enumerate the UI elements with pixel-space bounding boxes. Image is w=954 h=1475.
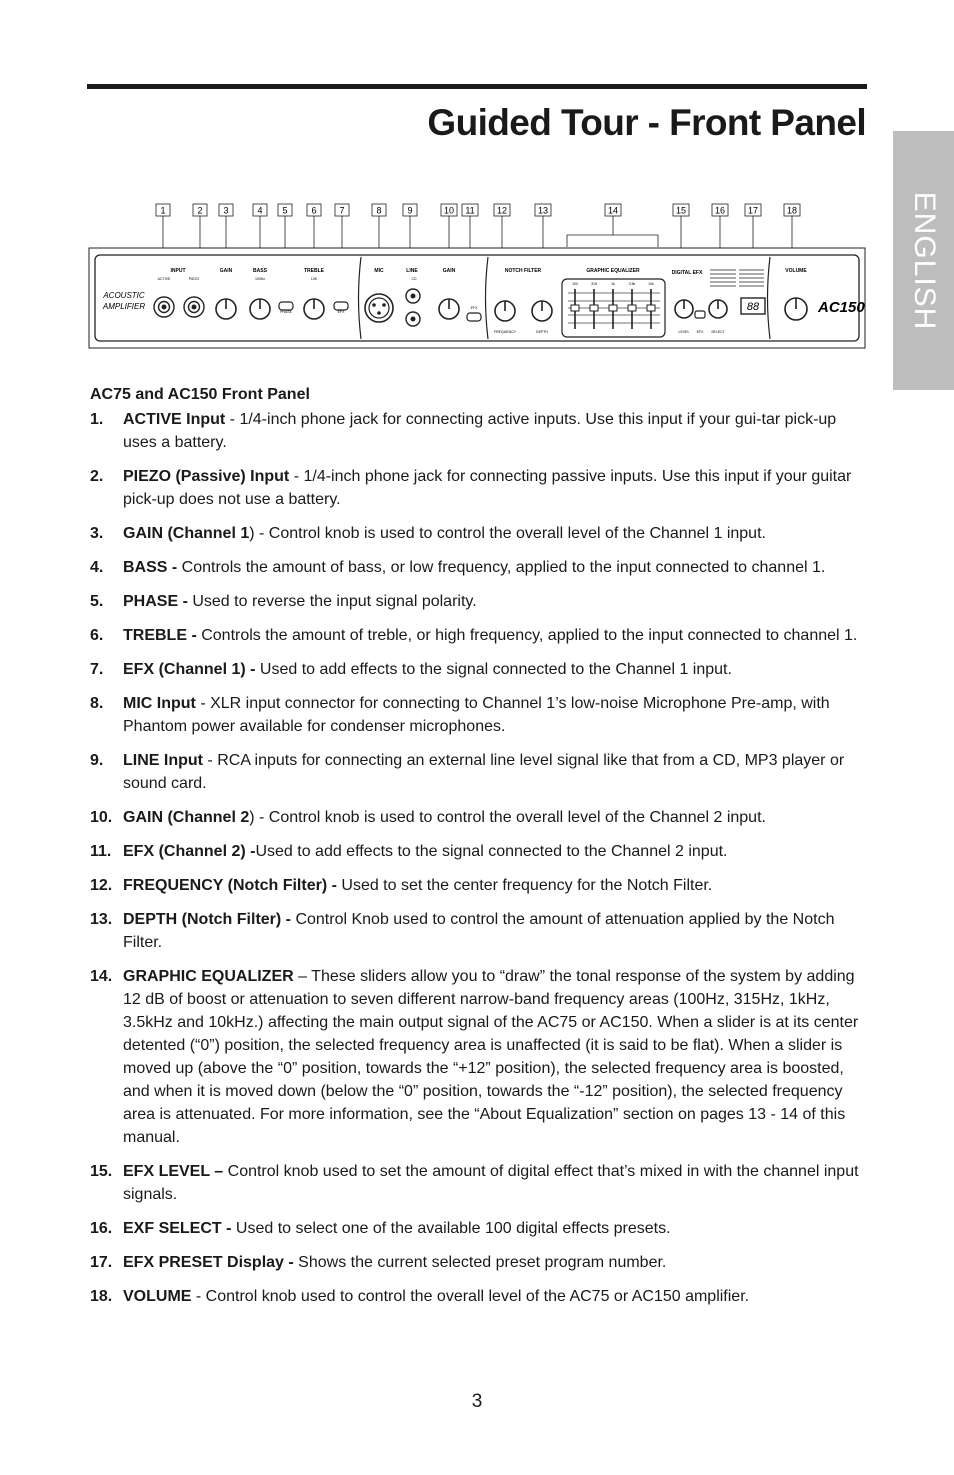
label-notch-filter: NOTCH FILTER [504,268,542,274]
efx-2-button[interactable] [467,313,481,321]
brand-line-1: ACOUSTIC [103,291,145,300]
callout-number-2: 2 [197,205,203,216]
callout-number-14: 14 [607,205,619,216]
callout-number-18: 18 [786,205,798,216]
item-number: 5. [90,593,104,610]
list-item [90,692,868,738]
callout-number-12: 12 [496,205,508,216]
label-depth: DEPTH [536,330,548,334]
item-number: 3. [90,525,104,542]
list-item [90,624,868,647]
eq-band-label-1k: 1k [611,282,615,286]
eq-slider-100[interactable] [571,305,579,311]
callout-number-4: 4 [257,205,263,216]
eq-slider-3-5k[interactable] [628,305,636,311]
item-number: 17. [90,1254,113,1271]
item-term: MIC Input [123,695,196,712]
item-description: ) - Control knob is used to control the overall level of the Channel 2 input. [249,809,766,826]
item-number: 11. [90,843,112,860]
item-description: - XLR input connector for connecting to Channel 1’s low-noise Microphone Pre-amp, with Phantom power available for condenser microphones. [123,695,830,735]
depth-knob[interactable] [532,301,552,321]
list-item [90,749,868,795]
list-item [90,840,868,863]
item-description: – These sliders allow you to “draw” the tonal response of the system by adding 12 dB of boost or attenuation to seven different narrow-band frequency areas (100Hz, 315Hz, 1kHz, 3.5kHz and 10kHz.) affecting the main output signal of the AC75 or AC150. When a slider is at its center detented (“0”) position, the selected frequency area is unaffected (it is said to be flat). When a slider is moved up (above the “0” position, towards the “+12” position), the selected frequency area is boosted, and when it is moved down (below the “0” position, towards the “-12” position), the selected frequency area is attenuated. For more information, see the “About Equalization” section on pages 13 - 14 of this manual. [123,968,859,1146]
item-description: - RCA inputs for connecting an external line level signal like that from a CD, MP3 player or sound card. [123,752,845,792]
label-bass: BASS [253,268,267,274]
list-item [90,965,868,1149]
page-number: 3 [471,1391,483,1412]
item-term: EFX (Channel 2) - [123,843,256,860]
callout-number-13: 13 [537,205,549,216]
eq-band-label-10k: 10k [648,282,654,286]
item-description: Used to add effects to the signal connected to the Channel 1 input. [255,661,732,678]
label-piezo: PIEZO [188,277,200,281]
item-description: - Control knob used to control the overall level of the AC75 or AC150 amplifier. [191,1288,750,1305]
item-number: 10. [90,809,113,826]
item-description: - 1/4-inch phone jack for connecting passive inputs. Use this input if your guitar pick-up does not use a battery. [123,468,852,508]
eq-band-label-315: 315 [591,282,597,286]
label-mic: MIC [374,268,384,274]
item-number: 1. [90,411,104,428]
brand-line-2: AMPLIFIER [102,302,146,311]
language-tab [893,131,954,390]
callout-boxes [156,204,800,216]
callout-number-8: 8 [376,205,382,216]
callout-number-17: 17 [747,205,759,216]
callout-number-6: 6 [311,205,317,216]
top-rule [87,84,867,89]
item-number: 2. [90,468,104,485]
active-input-jack[interactable] [154,297,174,317]
callout-number-3: 3 [223,205,229,216]
label-level: LEVEL [678,330,690,334]
eq-slider-315[interactable] [590,305,598,311]
label-select: SELECT [711,330,725,334]
label-volume: VOLUME [785,268,807,274]
label-cd: CD [411,277,417,281]
callout-number-7: 7 [339,205,345,216]
item-term: DEPTH (Notch Filter) - [123,911,291,928]
callout-number-10: 10 [443,205,455,216]
item-description: Used to set the center frequency for the Notch Filter. [336,877,713,894]
item-term: LINE Input [123,752,203,769]
eq-slider-10k[interactable] [647,305,655,311]
list-item [90,522,868,545]
item-term: BASS - [123,559,178,576]
callout-number-9: 9 [407,205,413,216]
item-term: PIEZO (Passive) Input [123,468,290,485]
label-efx: EFX [696,330,704,334]
item-description: Control Knob used to control the amount of attenuation applied by the Notch Filter. [123,911,835,951]
label-efx-1: EFX [337,310,345,314]
item-term: FREQUENCY (Notch Filter) - [123,877,337,894]
label-graphic-equalizer: GRAPHIC EQUALIZER [586,268,640,274]
item-description: Controls the amount of bass, or low frequency, applied to the input connected to channel 1. [177,559,826,576]
model-logo: AC150 [818,299,865,316]
bass-knob[interactable] [250,299,270,319]
item-number: 12. [90,877,113,894]
item-description: - 1/4-inch phone jack for connecting active inputs. Use this input if your gui-tar pick-up uses a battery. [123,411,837,451]
callout-number-11: 11 [465,205,475,216]
item-description: Used to add effects to the signal connected to the Channel 2 input. [255,843,728,860]
eq-band-label-100: 100 [572,282,578,286]
item-number: 14. [90,968,113,985]
item-number: 13. [90,911,113,928]
item-number: 16. [90,1220,113,1237]
treble-knob[interactable] [304,299,324,319]
item-description: Used to select one of the available 100 digital effects presets. [231,1220,671,1237]
gain-1-knob[interactable] [216,299,236,319]
volume-knob[interactable] [785,298,807,320]
callout-number-16: 16 [714,205,726,216]
efx-level-knob[interactable] [675,300,693,318]
list-item [90,874,868,897]
item-number: 7. [90,661,104,678]
efx-1-button[interactable] [334,302,348,310]
efx-button[interactable] [695,311,705,318]
label-efx-2: EFX [470,306,478,310]
item-description: Control knob used to set the amount of digital effect that’s mixed in with the channel input signals. [123,1163,859,1203]
label-digital-efx: DIGITAL EFX [671,270,703,276]
label-bass-freq: 100Hz [254,277,266,281]
section-title: AC75 and AC150 Front Panel [90,386,310,403]
frequency-knob[interactable] [495,301,515,321]
eq-slider-1k[interactable] [609,305,617,311]
list-item [90,1217,868,1240]
item-description: Shows the current selected preset program number. [293,1254,667,1271]
item-number: 18. [90,1288,113,1305]
eq-band-label-3-5k: 3.5k [628,282,636,286]
item-term: VOLUME [123,1288,192,1305]
item-number: 9. [90,752,104,769]
item-term: EFX LEVEL – [123,1163,224,1180]
callout-number-5: 5 [282,205,288,216]
label-phase: PHASE [280,310,292,314]
list-item [90,1285,868,1308]
item-number: 4. [90,559,104,576]
item-term: GAIN (Channel 1 [123,525,250,542]
callout-number-15: 15 [675,205,687,216]
item-term: EFX (Channel 1) - [123,661,256,678]
item-term: GAIN (Channel 2 [123,809,250,826]
front-panel-diagram [80,195,880,355]
item-number: 15. [90,1163,113,1180]
label-gain-2: GAIN [442,268,456,274]
item-description: ) - Control knob is used to control the overall level of the Channel 1 input. [249,525,766,542]
item-term: PHASE - [123,593,188,610]
item-description: Controls the amount of treble, or high frequency, applied to the input connected to channel 1. [196,627,858,644]
list-item [90,806,868,829]
list-item [90,408,868,454]
label-line: LINE [406,268,418,274]
list-item [90,908,868,954]
label-active: ACTIVE [157,277,171,281]
list-item [90,1160,868,1206]
item-number: 6. [90,627,104,644]
list-item [90,556,868,579]
item-term: EXF SELECT - [123,1220,232,1237]
item-term: EFX PRESET Display - [123,1254,294,1271]
item-term: TREBLE - [123,627,197,644]
label-gain-1: GAIN [219,268,233,274]
label-treble-freq: 10K [310,277,318,281]
language-tab-label: ENGLISH [907,191,941,330]
phase-button[interactable] [279,302,293,310]
callout-number-1: 1 [160,205,166,216]
efx-select-knob[interactable] [709,300,727,318]
item-number: 8. [90,695,104,712]
label-treble: TREBLE [304,268,324,274]
list-item [90,1251,868,1274]
item-description: Used to reverse the input signal polarity. [187,593,477,610]
label-frequency: FREQUENCY [494,330,516,334]
page-title: Guided Tour - Front Panel [427,102,866,143]
list-item [90,658,868,681]
graphic-equalizer [562,279,665,337]
list-item [90,465,868,511]
efx-preset-display-value: 88 [746,301,760,313]
label-input: INPUT [170,268,186,274]
gain-2-knob[interactable] [439,299,459,319]
feature-list [90,408,868,1319]
piezo-input-jack[interactable] [184,297,204,317]
mic-xlr-input[interactable] [365,294,393,322]
list-item [90,590,868,613]
item-term: ACTIVE Input [123,411,226,428]
item-term: GRAPHIC EQUALIZER [123,968,294,985]
